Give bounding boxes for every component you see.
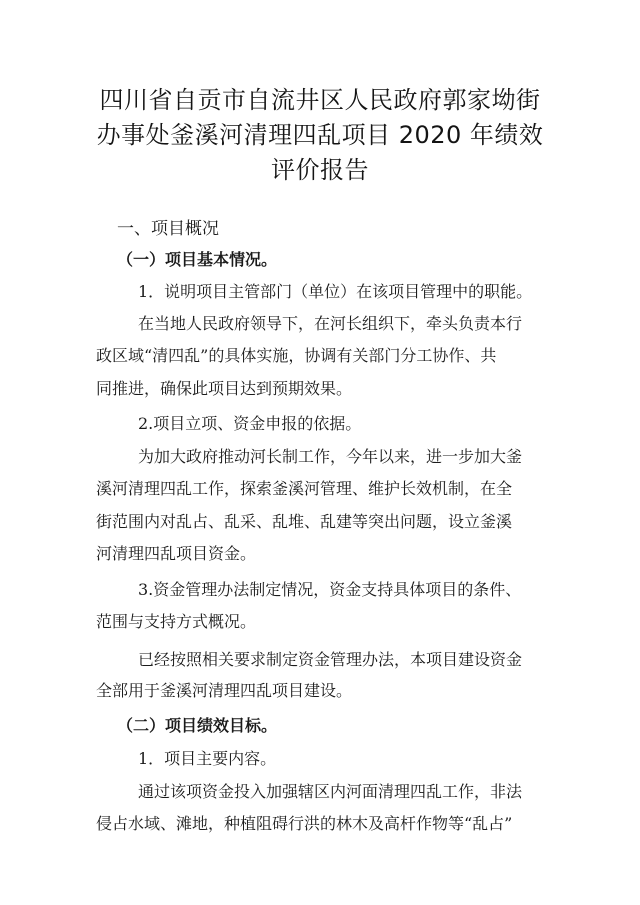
subsection-heading-basic-info: （一）项目基本情况。 <box>117 250 278 269</box>
item3-title-line-2: 范围与支持方式概况。 <box>96 612 257 631</box>
sub2-item1-title: 1．项目主要内容。 <box>138 749 277 768</box>
sub2-item1-body-line-2: 侵占水域、滩地，种植阻碍行洪的林木及高杆作物等“乱占” <box>96 814 513 833</box>
item1-body-line-2: 政区域“清四乱”的具体实施，协调有关部门分工协作、共 <box>96 346 497 365</box>
item2-body-line-3: 街范围内对乱占、乱采、乱堆、乱建等突出问题，设立釜溪 <box>96 512 513 531</box>
document-title-line-3: 评价报告 <box>271 156 369 184</box>
item1-body-line-1: 在当地人民政府领导下，在河长组织下，牵头负责本行 <box>138 314 523 333</box>
subsection-heading-performance-goals: （二）项目绩效目标。 <box>117 716 278 735</box>
item3-title-line-1: 3.资金管理办法制定情况，资金支持具体项目的条件、 <box>138 580 522 599</box>
item2-title: 2.项目立项、资金申报的依据。 <box>138 414 362 433</box>
section-heading-overview: 一、项目概况 <box>117 219 219 239</box>
item1-body-line-3: 同推进，确保此项目达到预期效果。 <box>96 379 353 398</box>
item2-body-line-2: 溪河清理四乱工作，探索釜溪河管理、维护长效机制，在全 <box>96 479 513 498</box>
item2-body-line-1: 为加大政府推动河长制工作，今年以来，进一步加大釜 <box>138 447 523 466</box>
item2-body-line-4: 河清理四乱项目资金。 <box>96 544 257 563</box>
document-title-line-2: 办事处釜溪河清理四乱项目 2020 年绩效 <box>96 121 544 149</box>
item3-body-line-1: 已经按照相关要求制定资金管理办法，本项目建设资金 <box>138 650 523 669</box>
item3-body-line-2: 全部用于釜溪河清理四乱项目建设。 <box>96 681 353 700</box>
item1-title: 1．说明项目主管部门（单位）在该项目管理中的职能。 <box>138 282 533 301</box>
document-title-line-1: 四川省自贡市自流井区人民政府郭家坳街 <box>99 86 541 114</box>
sub2-item1-body-line-1: 通过该项资金投入加强辖区内河面清理四乱工作，非法 <box>138 782 523 801</box>
